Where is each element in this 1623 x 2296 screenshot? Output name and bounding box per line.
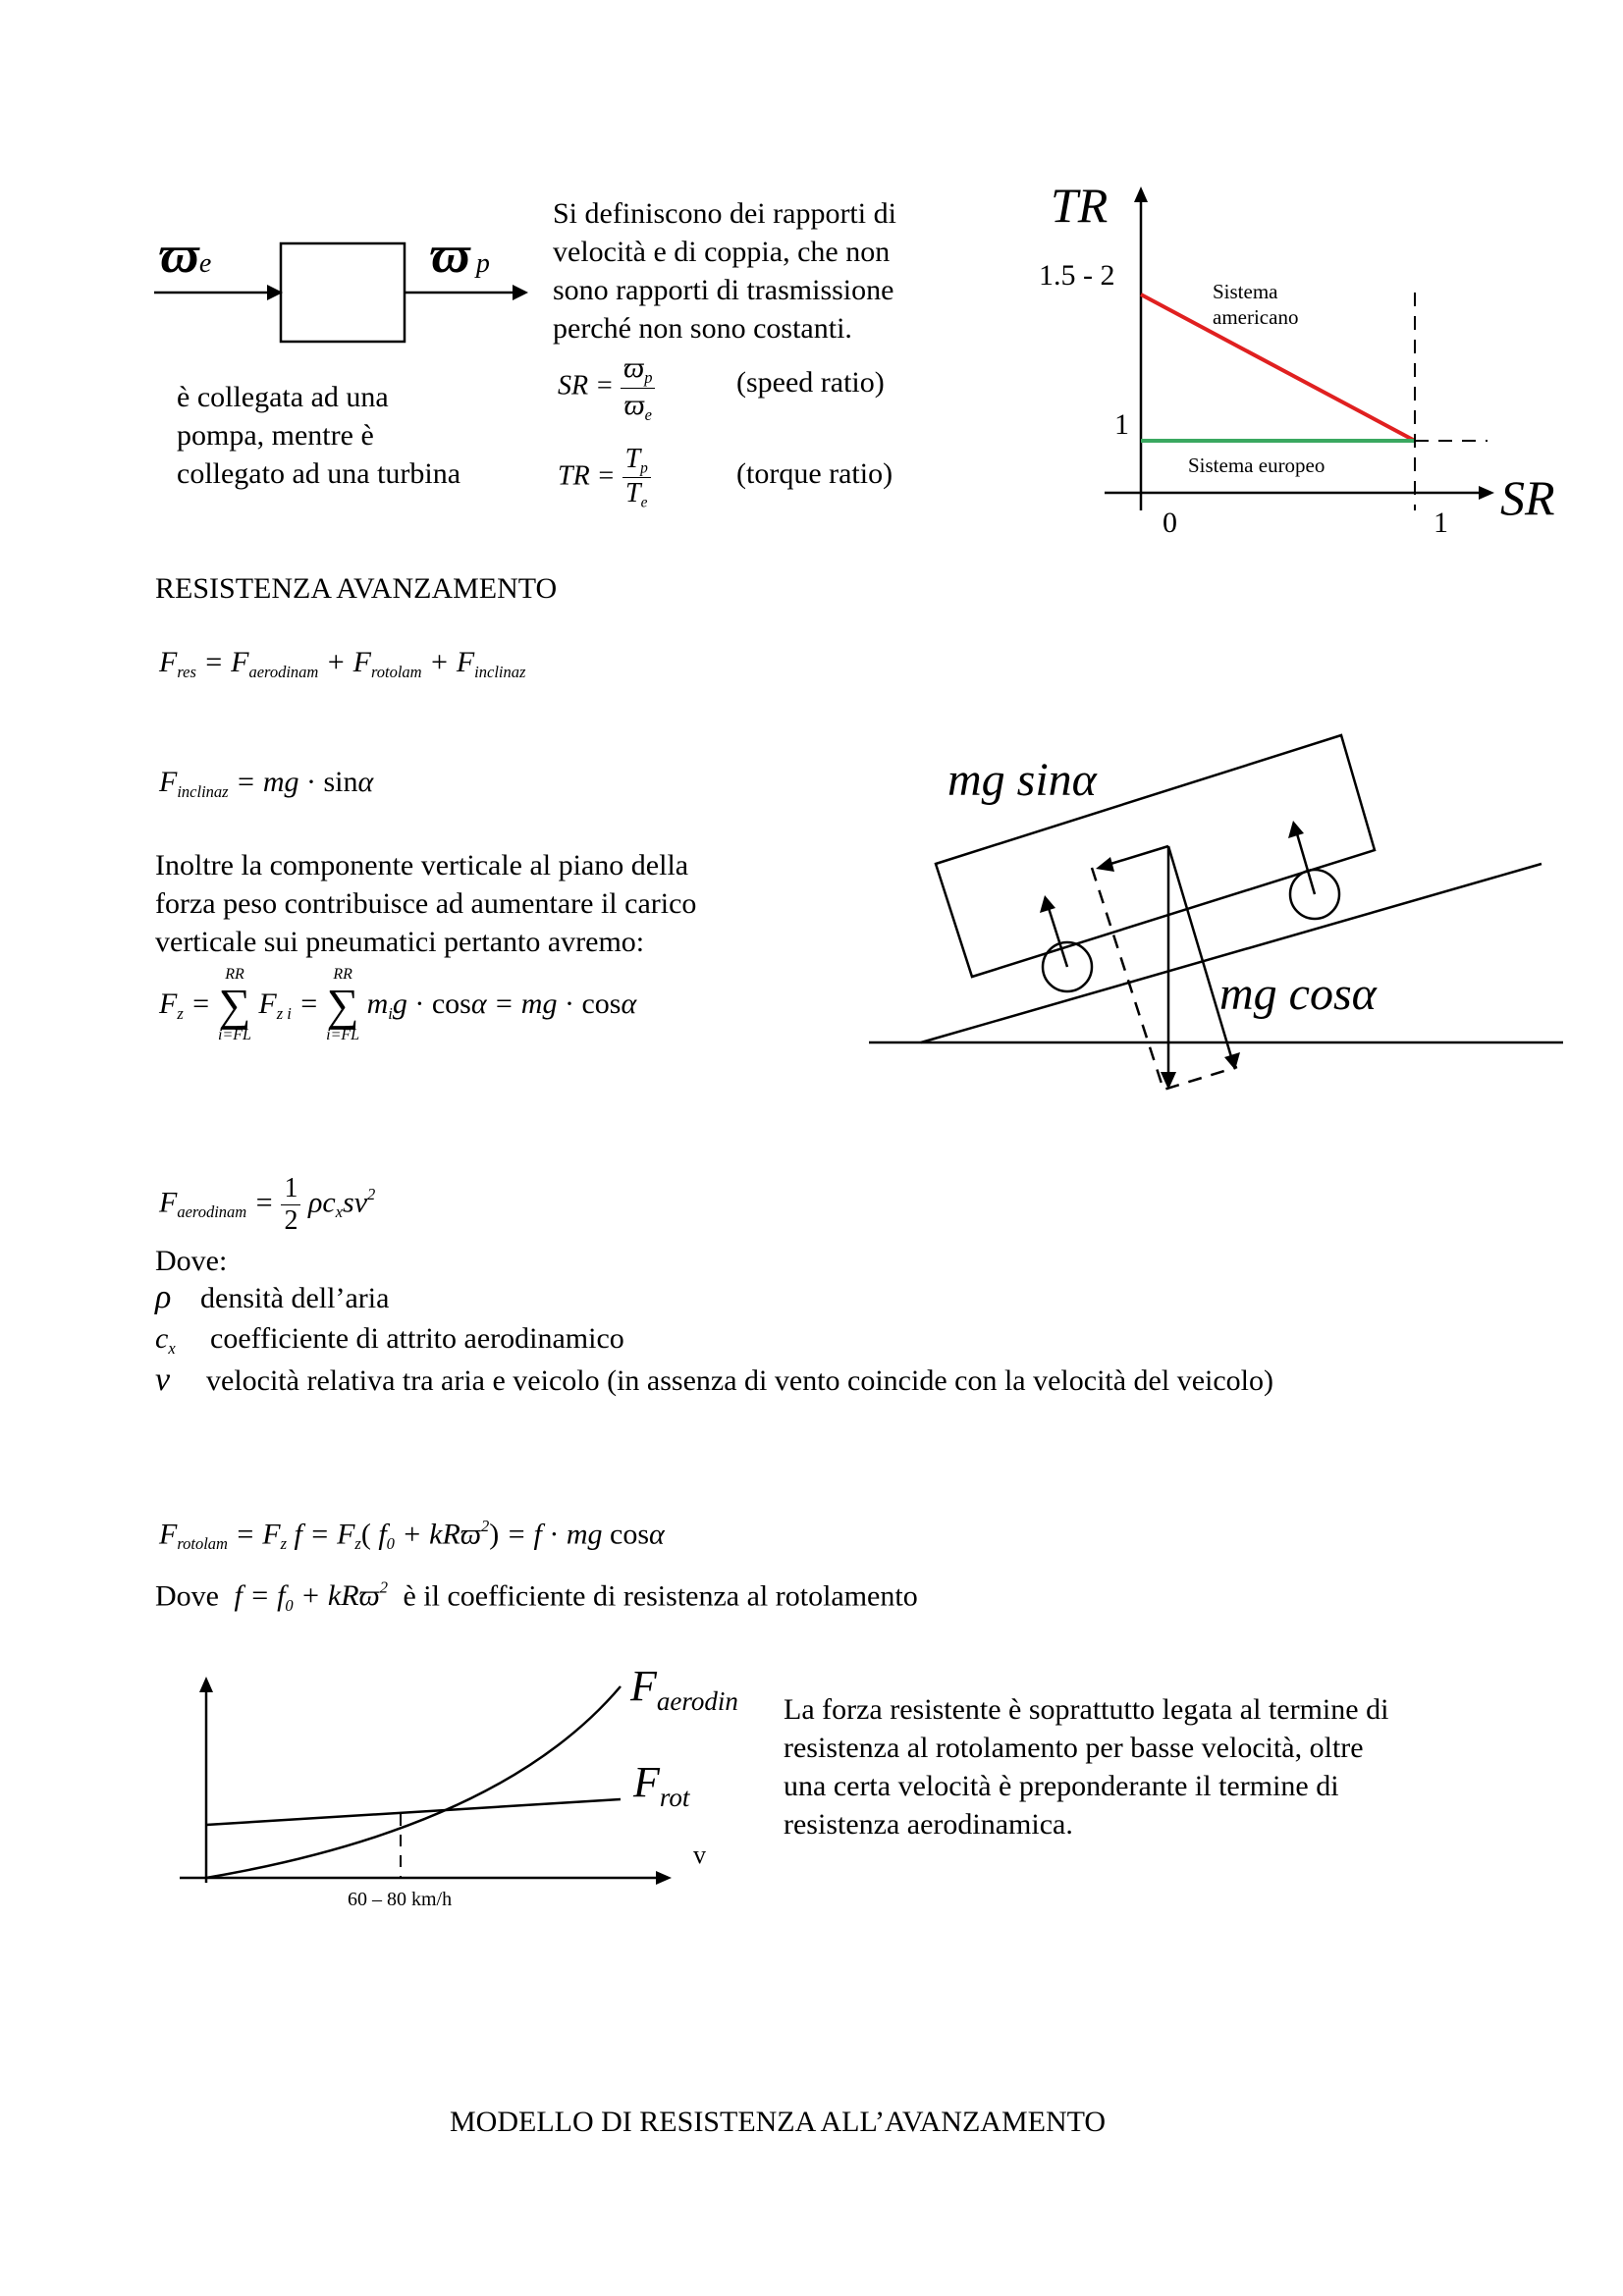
definition-text: Si definiscono dei rapporti di velocità e di coppia, che non sono rapporti di trasmissione perché non sono costanti. (553, 197, 896, 345)
omega-e-label: ϖe (159, 225, 212, 284)
y-tick-1-5-2: 1.5 - 2 (1039, 259, 1115, 292)
formula-f-res: $F_{res} = F_{aerodinam} + F_{rotolam} + F_{inclinaz}$ (159, 646, 526, 681)
force-y-axis (199, 1677, 213, 1883)
sr-formula: SR = $\frac{ϖ_p}{ϖ_e}$ (558, 351, 655, 425)
label-mg-sin-alpha: mg sinα (947, 754, 1097, 806)
dove2-line: Dove $f = f_0 + kRϖ^2$ è il coefficiente di resistenza al rotolamento (155, 1578, 918, 1616)
label-mg-cos-alpha: mg cosα (1219, 968, 1377, 1020)
label-sistema-americano-2: americano (1213, 305, 1299, 329)
sr-axis-label: SR (1500, 470, 1555, 525)
omega-p-label: ϖp (430, 225, 490, 284)
symbol-row-cx: $c_x$ coefficiente di attrito aerodinamico (155, 1322, 624, 1358)
x-tick-0: 0 (1163, 507, 1177, 539)
dove-label: Dove: (155, 1245, 228, 1277)
label-sistema-europeo: Sistema europeo (1188, 454, 1325, 477)
symbol-row-v: v velocità relativa tra aria e veicolo (in assenza di vento coincide con la velocità del veicolo) (155, 1362, 1274, 1398)
tr-axis-label: TR (1051, 178, 1109, 233)
footer-title: MODELLO DI RESISTENZA ALL’AVANZAMENTO (450, 2106, 1107, 2138)
block-caption: è collegata ad una pompa, mentre è collegato ad una turbina (177, 381, 461, 490)
x-axis-label-v: v (693, 1841, 706, 1869)
symbol-row-rho: ρ densità dell’aria (155, 1279, 390, 1315)
label-sistema-americano-1: Sistema (1213, 280, 1278, 303)
label-faerodin: $F_{aerodin}$ (630, 1662, 738, 1716)
tr-formula: TR = $\frac{T_p}{T_e}$ (558, 444, 651, 512)
force-text: La forza resistente è soprattutto legata al termine di resistenza al rotolamento per basse velocità, oltre una certa velocità è preponderante il termine di resistenza aerodinamica. (784, 1693, 1389, 1841)
force-x-axis (180, 1871, 672, 1885)
label-frot: $F_{rot}$ (633, 1758, 690, 1812)
formula-f-rotolam: $F_{rotolam} = F_z$ $f = F_z$( $f_0 + kRϖ^2) = f$ · mg cosα (159, 1517, 665, 1554)
tr-note: (torque ratio) (736, 457, 893, 490)
section-heading: RESISTENZA AVANZAMENTO (155, 572, 558, 605)
incline-text: Inoltre la componente verticale al piano della forza peso contribuisce ad aumentare il carico verticale sui pneumatici pertanto avremo: (155, 849, 697, 958)
formula-f-z: $F_z$ = RR ∑ i=FL $F_{z i}$ = RR ∑ i=FL $m_ig \cdot \cos\alpha$ = mg · cosα (159, 966, 637, 1043)
sr-note: (speed ratio) (736, 366, 885, 399)
series-frot (206, 1799, 621, 1825)
series-faerodin (206, 1686, 621, 1878)
formula-f-aerodinam: $F_{aerodinam}$ = $\frac{1}{2}$ $\rho c_xsv^2$ (159, 1173, 376, 1236)
x-tick-1: 1 (1434, 507, 1448, 539)
label-crossing-speed: 60 – 80 km/h (348, 1889, 453, 1910)
y-tick-1: 1 (1114, 408, 1129, 441)
formula-f-inclinaz: $F_{inclinaz}$ = mg · sinα (159, 766, 374, 801)
